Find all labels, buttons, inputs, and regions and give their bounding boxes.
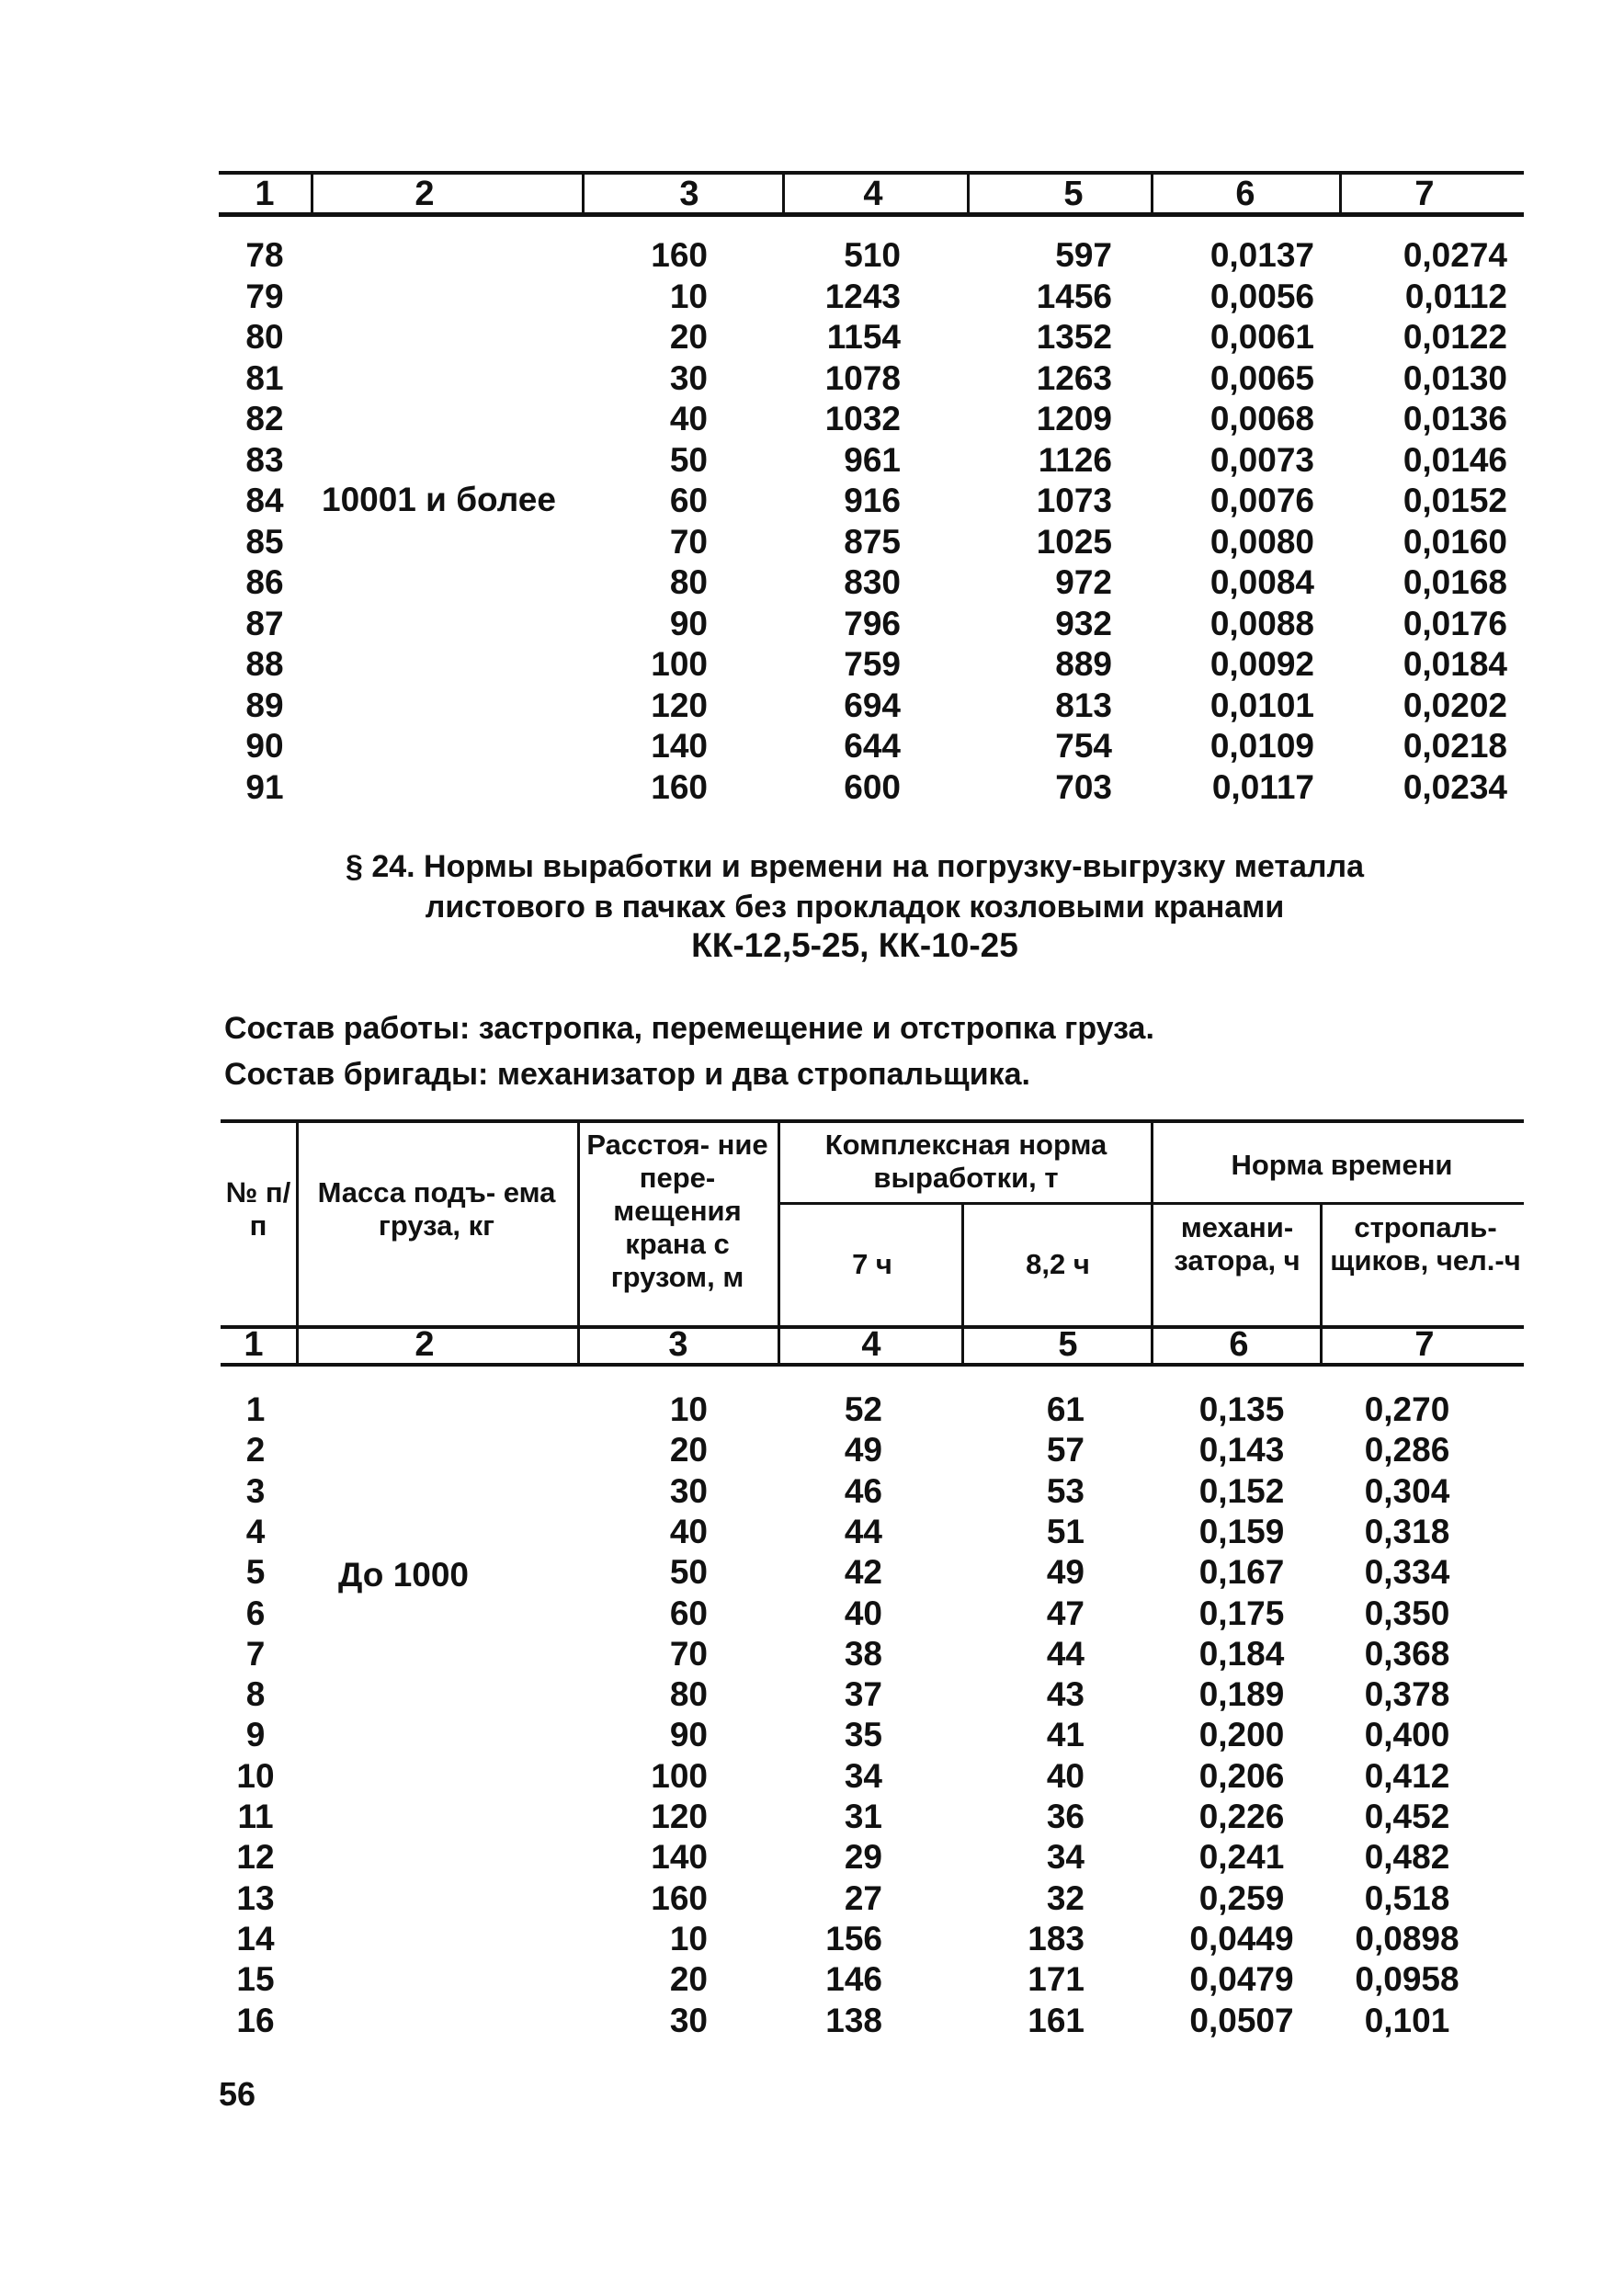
table2-col-divider — [577, 1121, 580, 1364]
time-mech: 0,184 — [1198, 1634, 1285, 1673]
time-sling: 0,270 — [1364, 1390, 1450, 1428]
output-8-2h: 1263 — [1036, 358, 1112, 397]
output-7h: 796 — [844, 604, 901, 642]
table2-row — [0, 1430, 1624, 1470]
time-sling: 0,0958 — [1355, 1960, 1459, 1999]
table2-header-8-2h: 8,2 ч — [1026, 1248, 1090, 1280]
output-8-2h: 754 — [1055, 727, 1112, 765]
time-sling: 0,0184 — [1403, 645, 1507, 683]
distance: 80 — [669, 1675, 708, 1714]
table2-col-divider — [296, 1121, 299, 1364]
section-title-line2: листового в пачках без прокладок козловыми кранами — [425, 890, 1285, 925]
distance: 60 — [669, 482, 708, 519]
output-8-2h: 47 — [1046, 1594, 1085, 1632]
time-sling: 0,378 — [1364, 1675, 1450, 1714]
section-title-line1: § 24. Нормы выработки и времени на погрузку-выгрузку металла — [345, 849, 1365, 884]
table2-row — [0, 1878, 1624, 1919]
table1-row — [0, 726, 1624, 766]
row-number: 83 — [245, 440, 284, 479]
output-8-2h: 53 — [1046, 1471, 1085, 1510]
time-sling: 0,368 — [1364, 1634, 1450, 1673]
output-8-2h: 32 — [1046, 1878, 1085, 1917]
table2-header-mass: Масса подъ- ема груза, кг — [317, 1176, 556, 1242]
time-sling: 0,334 — [1364, 1553, 1450, 1592]
output-7h: 31 — [844, 1798, 882, 1835]
table2-row — [0, 2001, 1624, 2041]
row-number: 10 — [236, 1756, 275, 1795]
distance: 50 — [669, 1553, 708, 1592]
time-mech: 0,0092 — [1209, 645, 1314, 683]
output-8-2h: 44 — [1046, 1634, 1085, 1673]
output-8-2h: 1073 — [1036, 482, 1112, 519]
output-8-2h: 1209 — [1036, 400, 1112, 437]
time-sling: 0,0146 — [1403, 440, 1507, 479]
distance: 30 — [669, 1471, 708, 1510]
time-sling: 0,286 — [1364, 1431, 1450, 1469]
output-8-2h: 1352 — [1036, 318, 1112, 356]
row-number: 87 — [245, 604, 284, 642]
row-number: 2 — [245, 1431, 266, 1469]
output-7h: 138 — [825, 2001, 882, 2039]
table2-header-number: 7 — [1414, 1325, 1435, 1364]
table2-header-mech: механи- затора, ч — [1174, 1211, 1300, 1276]
table2-header-number: 1 — [244, 1325, 264, 1364]
time-sling: 0,304 — [1364, 1471, 1450, 1510]
table2-col-divider — [778, 1121, 780, 1364]
table2-row — [0, 1674, 1624, 1715]
time-sling: 0,0218 — [1403, 727, 1507, 765]
output-8-2h: 41 — [1046, 1716, 1085, 1754]
time-mech: 0,0056 — [1209, 277, 1314, 315]
time-sling: 0,0160 — [1403, 522, 1507, 561]
time-mech: 0,200 — [1198, 1716, 1285, 1754]
time-mech: 0,226 — [1198, 1798, 1285, 1835]
table1-col-divider — [311, 173, 313, 213]
table1-row — [0, 399, 1624, 439]
row-number: 8 — [245, 1675, 266, 1714]
time-sling: 0,0136 — [1403, 400, 1507, 437]
time-sling: 0,101 — [1364, 2001, 1450, 2039]
table2-top-rule — [221, 1119, 1524, 1123]
distance: 70 — [669, 522, 708, 561]
table2-row — [0, 1594, 1624, 1634]
row-number: 81 — [245, 358, 284, 397]
table1-col-divider — [1339, 173, 1342, 213]
time-mech: 0,259 — [1198, 1878, 1285, 1917]
time-mech: 0,0479 — [1189, 1960, 1294, 1999]
table1-header-number: 4 — [863, 175, 883, 213]
time-mech: 0,0076 — [1209, 482, 1314, 519]
time-mech: 0,0061 — [1209, 318, 1314, 356]
table1-col-divider — [1151, 173, 1153, 213]
table2-row — [0, 1797, 1624, 1837]
output-8-2h: 49 — [1046, 1553, 1085, 1592]
row-number: 1 — [245, 1390, 266, 1428]
row-number: 3 — [245, 1471, 266, 1510]
output-8-2h: 40 — [1046, 1756, 1085, 1795]
page-number: 56 — [219, 2075, 256, 2113]
distance: 140 — [651, 1838, 708, 1877]
table2-row — [0, 1919, 1624, 1959]
output-7h: 44 — [844, 1512, 882, 1550]
table2-header-distance: Расстоя- ние пере- мещения крана с грузом, м — [586, 1129, 768, 1293]
table1-header-number: 6 — [1235, 175, 1255, 213]
time-mech: 0,0068 — [1209, 400, 1314, 437]
table2-header-number: 5 — [1058, 1325, 1078, 1364]
table2-row — [0, 1634, 1624, 1674]
distance: 90 — [669, 604, 708, 642]
time-sling: 0,518 — [1364, 1878, 1450, 1917]
time-sling: 0,350 — [1364, 1594, 1450, 1632]
distance: 10 — [669, 277, 708, 315]
output-8-2h: 972 — [1055, 563, 1112, 601]
row-number: 13 — [236, 1878, 275, 1917]
row-number: 78 — [245, 236, 284, 274]
row-number: 5 — [245, 1553, 266, 1592]
output-7h: 42 — [844, 1553, 882, 1592]
table2-header-num: № п/п — [225, 1176, 291, 1242]
output-7h: 40 — [844, 1594, 882, 1632]
time-mech: 0,189 — [1198, 1675, 1285, 1714]
time-mech: 0,0080 — [1209, 522, 1314, 561]
output-7h: 916 — [844, 482, 901, 519]
distance: 160 — [651, 1878, 708, 1917]
output-7h: 759 — [844, 645, 901, 683]
table1-row — [0, 562, 1624, 603]
table1-row — [0, 481, 1624, 521]
output-7h: 1243 — [824, 277, 901, 315]
time-mech: 0,0084 — [1209, 563, 1314, 601]
row-number: 4 — [245, 1512, 266, 1550]
row-number: 86 — [245, 563, 284, 601]
time-mech: 0,0065 — [1209, 358, 1314, 397]
table2-row — [0, 1471, 1624, 1512]
time-sling: 0,452 — [1364, 1798, 1450, 1835]
time-mech: 0,0088 — [1209, 604, 1314, 642]
row-number: 82 — [245, 400, 284, 437]
time-sling: 0,482 — [1364, 1838, 1450, 1877]
output-7h: 961 — [844, 440, 901, 479]
output-8-2h: 932 — [1055, 604, 1112, 642]
table2-header-norm-time: Норма времени — [1231, 1149, 1453, 1181]
distance: 10 — [669, 1919, 708, 1957]
table1-header-number: 5 — [1063, 175, 1084, 213]
output-7h: 1032 — [824, 400, 901, 437]
output-8-2h: 703 — [1055, 767, 1112, 806]
output-8-2h: 889 — [1055, 645, 1112, 683]
output-8-2h: 57 — [1046, 1431, 1085, 1469]
distance: 90 — [669, 1716, 708, 1754]
distance: 20 — [669, 318, 708, 356]
table1-col-divider — [967, 173, 970, 213]
row-number: 89 — [245, 686, 284, 724]
row-number: 90 — [245, 727, 284, 765]
table1-group-label: 10001 и более — [322, 481, 556, 518]
table1-row — [0, 767, 1624, 808]
distance: 20 — [669, 1431, 708, 1469]
row-number: 12 — [236, 1838, 275, 1877]
output-8-2h: 161 — [1028, 2001, 1085, 2039]
output-8-2h: 61 — [1046, 1390, 1085, 1428]
table1-row — [0, 235, 1624, 276]
time-sling: 0,0122 — [1403, 318, 1507, 356]
time-sling: 0,412 — [1364, 1756, 1450, 1795]
output-7h: 35 — [844, 1716, 882, 1754]
section-title-line3: КК-12,5-25, КК-10-25 — [691, 926, 1018, 964]
distance: 140 — [651, 727, 708, 765]
time-sling: 0,318 — [1364, 1512, 1450, 1550]
time-mech: 0,206 — [1198, 1756, 1285, 1795]
table2-header-number: 2 — [415, 1325, 435, 1364]
table1-row — [0, 644, 1624, 685]
output-7h: 52 — [844, 1390, 882, 1428]
distance: 40 — [669, 1512, 708, 1550]
table2-col-divider — [961, 1204, 964, 1364]
output-7h: 34 — [844, 1756, 882, 1795]
table2-header-7h: 7 ч — [852, 1248, 892, 1280]
output-8-2h: 1456 — [1036, 277, 1112, 315]
table2-row — [0, 1390, 1624, 1430]
table2-row — [0, 1512, 1624, 1552]
output-7h: 38 — [844, 1634, 882, 1673]
time-sling: 0,0130 — [1403, 358, 1507, 397]
table2-row — [0, 1756, 1624, 1797]
time-mech: 0,0137 — [1209, 236, 1314, 274]
time-sling: 0,400 — [1364, 1716, 1450, 1754]
table1-row — [0, 358, 1624, 399]
table2-header-number: 6 — [1229, 1325, 1249, 1364]
time-sling: 0,0234 — [1403, 767, 1507, 806]
row-number: 84 — [245, 482, 284, 519]
distance: 160 — [651, 767, 708, 806]
composition-team: Состав бригады: механизатор и два стропальщика. — [224, 1057, 1030, 1092]
distance: 70 — [669, 1634, 708, 1673]
composition-work: Состав работы: застропка, перемещение и отстропка груза. — [224, 1011, 1154, 1046]
output-7h: 156 — [825, 1919, 882, 1957]
table1-col-divider — [582, 173, 585, 213]
distance: 160 — [651, 236, 708, 274]
time-mech: 0,0109 — [1209, 727, 1314, 765]
row-number: 15 — [236, 1960, 275, 1999]
table1-row — [0, 522, 1624, 562]
table1-row — [0, 277, 1624, 317]
time-mech: 0,167 — [1198, 1553, 1285, 1592]
table1-header-number: 1 — [255, 175, 275, 213]
row-number: 6 — [245, 1594, 266, 1632]
time-mech: 0,0507 — [1189, 2001, 1294, 2039]
output-7h: 146 — [825, 1960, 882, 1999]
output-8-2h: 171 — [1028, 1960, 1085, 1999]
distance: 60 — [669, 1594, 708, 1632]
row-number: 79 — [245, 277, 284, 315]
output-7h: 49 — [844, 1431, 882, 1469]
row-number: 85 — [245, 522, 284, 561]
distance: 40 — [669, 400, 708, 437]
time-sling: 0,0168 — [1403, 563, 1507, 601]
table1-row — [0, 604, 1624, 644]
table2-row — [0, 1552, 1624, 1593]
time-sling: 0,0176 — [1403, 604, 1507, 642]
distance: 100 — [651, 1756, 708, 1795]
table2-header-sling: стропаль- щиков, чел.-ч — [1330, 1211, 1521, 1276]
distance: 80 — [669, 563, 708, 601]
time-sling: 0,0274 — [1403, 236, 1507, 274]
output-8-2h: 597 — [1055, 236, 1112, 274]
distance: 30 — [669, 2001, 708, 2039]
table2-row — [0, 1715, 1624, 1755]
output-8-2h: 813 — [1055, 686, 1112, 724]
table2-group-label: До 1000 — [338, 1556, 470, 1594]
table2-header-number: 3 — [668, 1325, 688, 1364]
output-7h: 29 — [844, 1838, 882, 1877]
time-sling: 0,0152 — [1403, 482, 1507, 519]
output-7h: 600 — [844, 767, 901, 806]
distance: 30 — [669, 358, 708, 397]
table2-col-divider — [1320, 1204, 1323, 1364]
row-number: 7 — [245, 1634, 266, 1673]
time-mech: 0,0101 — [1209, 686, 1314, 724]
output-7h: 830 — [844, 563, 901, 601]
time-mech: 0,0449 — [1189, 1919, 1294, 1957]
output-8-2h: 51 — [1046, 1512, 1085, 1550]
output-8-2h: 43 — [1046, 1675, 1085, 1714]
distance: 20 — [669, 1960, 708, 1999]
row-number: 80 — [245, 318, 284, 356]
time-mech: 0,0117 — [1211, 767, 1314, 806]
row-number: 9 — [245, 1716, 266, 1754]
table2-header-norm-output: Комплексная норма выработки, т — [824, 1129, 1107, 1194]
output-7h: 27 — [844, 1878, 882, 1917]
row-number: 11 — [237, 1798, 274, 1835]
distance: 10 — [669, 1390, 708, 1428]
time-mech: 0,241 — [1198, 1838, 1285, 1877]
table1-row — [0, 686, 1624, 726]
output-7h: 644 — [844, 727, 901, 765]
table1-row — [0, 440, 1624, 481]
table1-row — [0, 317, 1624, 357]
output-7h: 1078 — [824, 358, 901, 397]
row-number: 91 — [245, 767, 284, 806]
row-number: 16 — [236, 2001, 275, 2039]
time-mech: 0,159 — [1198, 1512, 1285, 1550]
table2-header-number: 4 — [861, 1325, 881, 1364]
output-7h: 694 — [844, 686, 901, 724]
time-mech: 0,143 — [1198, 1431, 1285, 1469]
output-7h: 875 — [844, 522, 901, 561]
table1-header-number: 2 — [415, 175, 435, 213]
time-mech: 0,175 — [1198, 1594, 1285, 1632]
table2-row — [0, 1959, 1624, 2000]
row-number: 14 — [236, 1919, 275, 1957]
time-sling: 0,0202 — [1403, 686, 1507, 724]
time-mech: 0,152 — [1198, 1471, 1285, 1510]
output-7h: 46 — [844, 1471, 882, 1510]
row-number: 88 — [245, 645, 284, 683]
distance: 100 — [651, 645, 708, 683]
output-8-2h: 34 — [1046, 1838, 1085, 1877]
distance: 120 — [651, 686, 708, 724]
table1-header-number: 7 — [1414, 175, 1435, 213]
table1-header-number: 3 — [679, 175, 699, 213]
time-mech: 0,135 — [1198, 1390, 1285, 1428]
time-sling: 0,0898 — [1355, 1919, 1459, 1957]
distance: 120 — [651, 1798, 708, 1835]
table2-col-divider — [1151, 1121, 1153, 1364]
time-mech: 0,0073 — [1209, 440, 1314, 479]
output-8-2h: 36 — [1046, 1798, 1085, 1835]
output-8-2h: 1025 — [1036, 522, 1112, 561]
output-8-2h: 183 — [1028, 1919, 1085, 1957]
output-7h: 1154 — [826, 318, 901, 356]
table2-row — [0, 1837, 1624, 1878]
output-7h: 37 — [844, 1675, 882, 1714]
output-8-2h: 1126 — [1038, 440, 1112, 479]
distance: 50 — [669, 440, 708, 479]
table1-col-divider — [782, 173, 785, 213]
time-sling: 0,0112 — [1404, 277, 1507, 315]
output-7h: 510 — [844, 236, 901, 274]
